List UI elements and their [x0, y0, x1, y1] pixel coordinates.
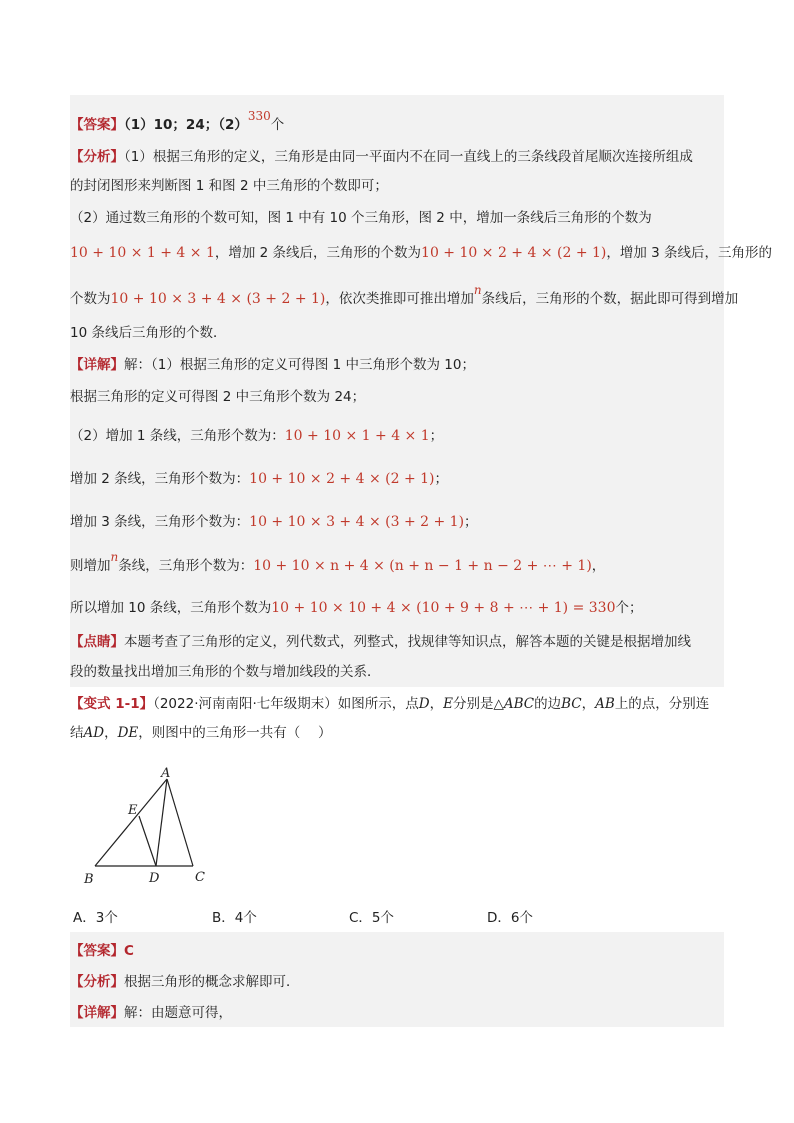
detail-row-5: [70, 598, 642, 618]
analysis-text-1: （1）根据三角形的定义，三角形是由同一平面内不在同一直线上的三条线段首尾顺次连接所组成: [124, 149, 693, 165]
detail-text-2: 根据三角形的定义可得图 2 中三角形个数为 24；: [70, 389, 366, 405]
comment-text-2: 段的数量找出增加三角形的个数与增加线段的关系．: [70, 664, 381, 680]
question-text: 分别是△: [452, 696, 504, 712]
punctuation: 个；: [615, 600, 643, 616]
question-text: 的边: [534, 696, 562, 712]
detail-row-4: [70, 550, 606, 576]
detail2-line: [70, 1003, 232, 1023]
analysis-line-5: [70, 283, 739, 309]
segment-de: [139, 816, 156, 866]
segment-label: AB: [595, 696, 615, 712]
triangle-label: ABC: [503, 696, 535, 712]
answer-tag: 【答案】: [70, 117, 124, 133]
analysis-text-2: 的封闭图形来判断图 1 和图 2 中三角形的个数即可；: [70, 178, 388, 194]
option-d: D．6个: [487, 910, 533, 926]
analysis2-text: 根据三角形的概念求解即可．: [124, 974, 300, 990]
analysis2-tag: 【分析】: [70, 974, 124, 990]
label-d: D: [149, 871, 160, 886]
analysis-line-1: [70, 147, 693, 167]
formula: 10 + 10 × 2 + 4 × (2 + 1): [249, 471, 435, 487]
formula: 10 + 10 × 1 + 4 × 1: [70, 245, 215, 261]
option-c: C．5个: [349, 910, 395, 926]
question-line-2: [70, 723, 332, 743]
question-text: 上的点，分别连: [614, 696, 710, 712]
segment-label: AD: [83, 725, 105, 741]
detail2-tag: 【详解】: [70, 1005, 124, 1021]
segment-ad: [156, 779, 167, 866]
detail-text: 所以增加 10 条线，三角形个数为: [70, 600, 272, 616]
detail-row-1: [70, 426, 443, 446]
detail-line-1: [70, 355, 475, 375]
punctuation: ，: [429, 696, 444, 712]
analysis-text: ，增加 3 条线后，三角形的: [606, 245, 773, 261]
variable-n: n: [473, 283, 482, 297]
punctuation: ，: [104, 725, 118, 741]
detail-text: 条线，三角形个数为：: [118, 558, 254, 574]
punctuation: ，: [581, 696, 596, 712]
comment-tag: 【点睛】: [70, 634, 124, 650]
detail2-text: 解：由题意可得，: [124, 1005, 232, 1021]
question-line-1: [70, 694, 709, 714]
question-text: 如图所示，点: [337, 696, 419, 712]
analysis-line-6: [70, 323, 226, 343]
analysis-text: 条线后，三角形的个数，据此即可得到增加: [481, 291, 739, 307]
formula: 10 + 10 × 3 + 4 × (3 + 2 + 1): [249, 514, 465, 530]
triangle-figure: [80, 762, 220, 892]
point-label: E: [443, 696, 453, 712]
analysis-text-6: 10 条线后三角形的个数．: [70, 325, 227, 341]
analysis-text: ，增加 2 条线后，三角形的个数为: [214, 245, 422, 261]
comment-line-2: [70, 662, 381, 682]
answer-number: 330: [247, 109, 271, 123]
punctuation: ；: [429, 428, 444, 444]
variant-tag: 【变式 1-1】: [70, 696, 154, 712]
option-a: A．3个: [73, 910, 118, 926]
option-b: B．4个: [212, 910, 257, 926]
analysis2-line: [70, 972, 300, 992]
answer2-tag: 【答案】: [70, 943, 124, 959]
question-source: （2022·河南南阳·七年级期末）: [153, 696, 338, 712]
point-label: D: [418, 696, 430, 712]
formula: 10 + 10 × 1 + 4 × 1: [284, 428, 430, 444]
answer-unit: 个: [270, 117, 285, 133]
punctuation: ；: [464, 514, 478, 530]
detail-text: 则增加: [70, 558, 111, 574]
analysis-text-3: （2）通过数三角形的个数可知，图 1 中有 10 个三角形，图 2 中，增加一条线后三角形的个数为: [70, 210, 652, 226]
question-text: ，则图中的三角形一共有（ ）: [138, 725, 332, 741]
segment-label: DE: [117, 725, 139, 741]
analysis-text: ，依次类推即可推出增加: [325, 291, 474, 307]
label-c: C: [195, 870, 205, 885]
detail-row-3: [70, 512, 478, 532]
detail-text: （2）增加 1 条线，三角形个数为：: [70, 428, 285, 444]
segment-ac: [167, 779, 193, 866]
punctuation: ，: [591, 558, 606, 574]
segment-ab: [95, 779, 167, 866]
question-text: 结: [70, 725, 84, 741]
formula: 10 + 10 × 10 + 4 × (10 + 9 + 8 + ⋯ + 1) = 330: [271, 600, 616, 616]
formula: 10 + 10 × 2 + 4 × (2 + 1): [421, 245, 607, 261]
answer2-line: [70, 941, 134, 961]
detail-text-1: 解：（1）根据三角形的定义可得图 1 中三角形个数为 10；: [124, 357, 475, 373]
analysis-tag: 【分析】: [70, 149, 124, 165]
formula: 10 + 10 × 3 + 4 × (3 + 2 + 1): [110, 291, 326, 307]
detail-text: 增加 3 条线，三角形个数为：: [70, 514, 250, 530]
comment-text-1: 本题考查了三角形的定义，列代数式，列整式，找规律等知识点，解答本题的关键是根据增加线: [124, 634, 691, 650]
analysis-line-4: [70, 243, 772, 263]
answer-line: [70, 109, 285, 135]
analysis-text: 个数为: [70, 291, 111, 307]
answer2-value: C: [124, 943, 134, 959]
detail-row-2: [70, 469, 448, 489]
answer-text: （1）10；24；（2）: [124, 117, 248, 133]
detail-line-2: [70, 387, 365, 407]
detail-text: 增加 2 条线，三角形个数为：: [70, 471, 250, 487]
analysis-line-2: [70, 176, 388, 196]
comment-line-1: [70, 632, 691, 652]
segment-label: BC: [561, 696, 582, 712]
label-a: A: [161, 766, 171, 781]
variable-n: n: [110, 550, 119, 564]
label-b: B: [84, 872, 94, 887]
punctuation: ；: [434, 471, 449, 487]
formula: 10 + 10 × n + 4 × (n + n − 1 + n − 2 + ⋯ + 1): [253, 558, 592, 574]
analysis-line-3: [70, 208, 652, 228]
detail-tag: 【详解】: [70, 357, 124, 373]
label-e: E: [128, 803, 138, 818]
